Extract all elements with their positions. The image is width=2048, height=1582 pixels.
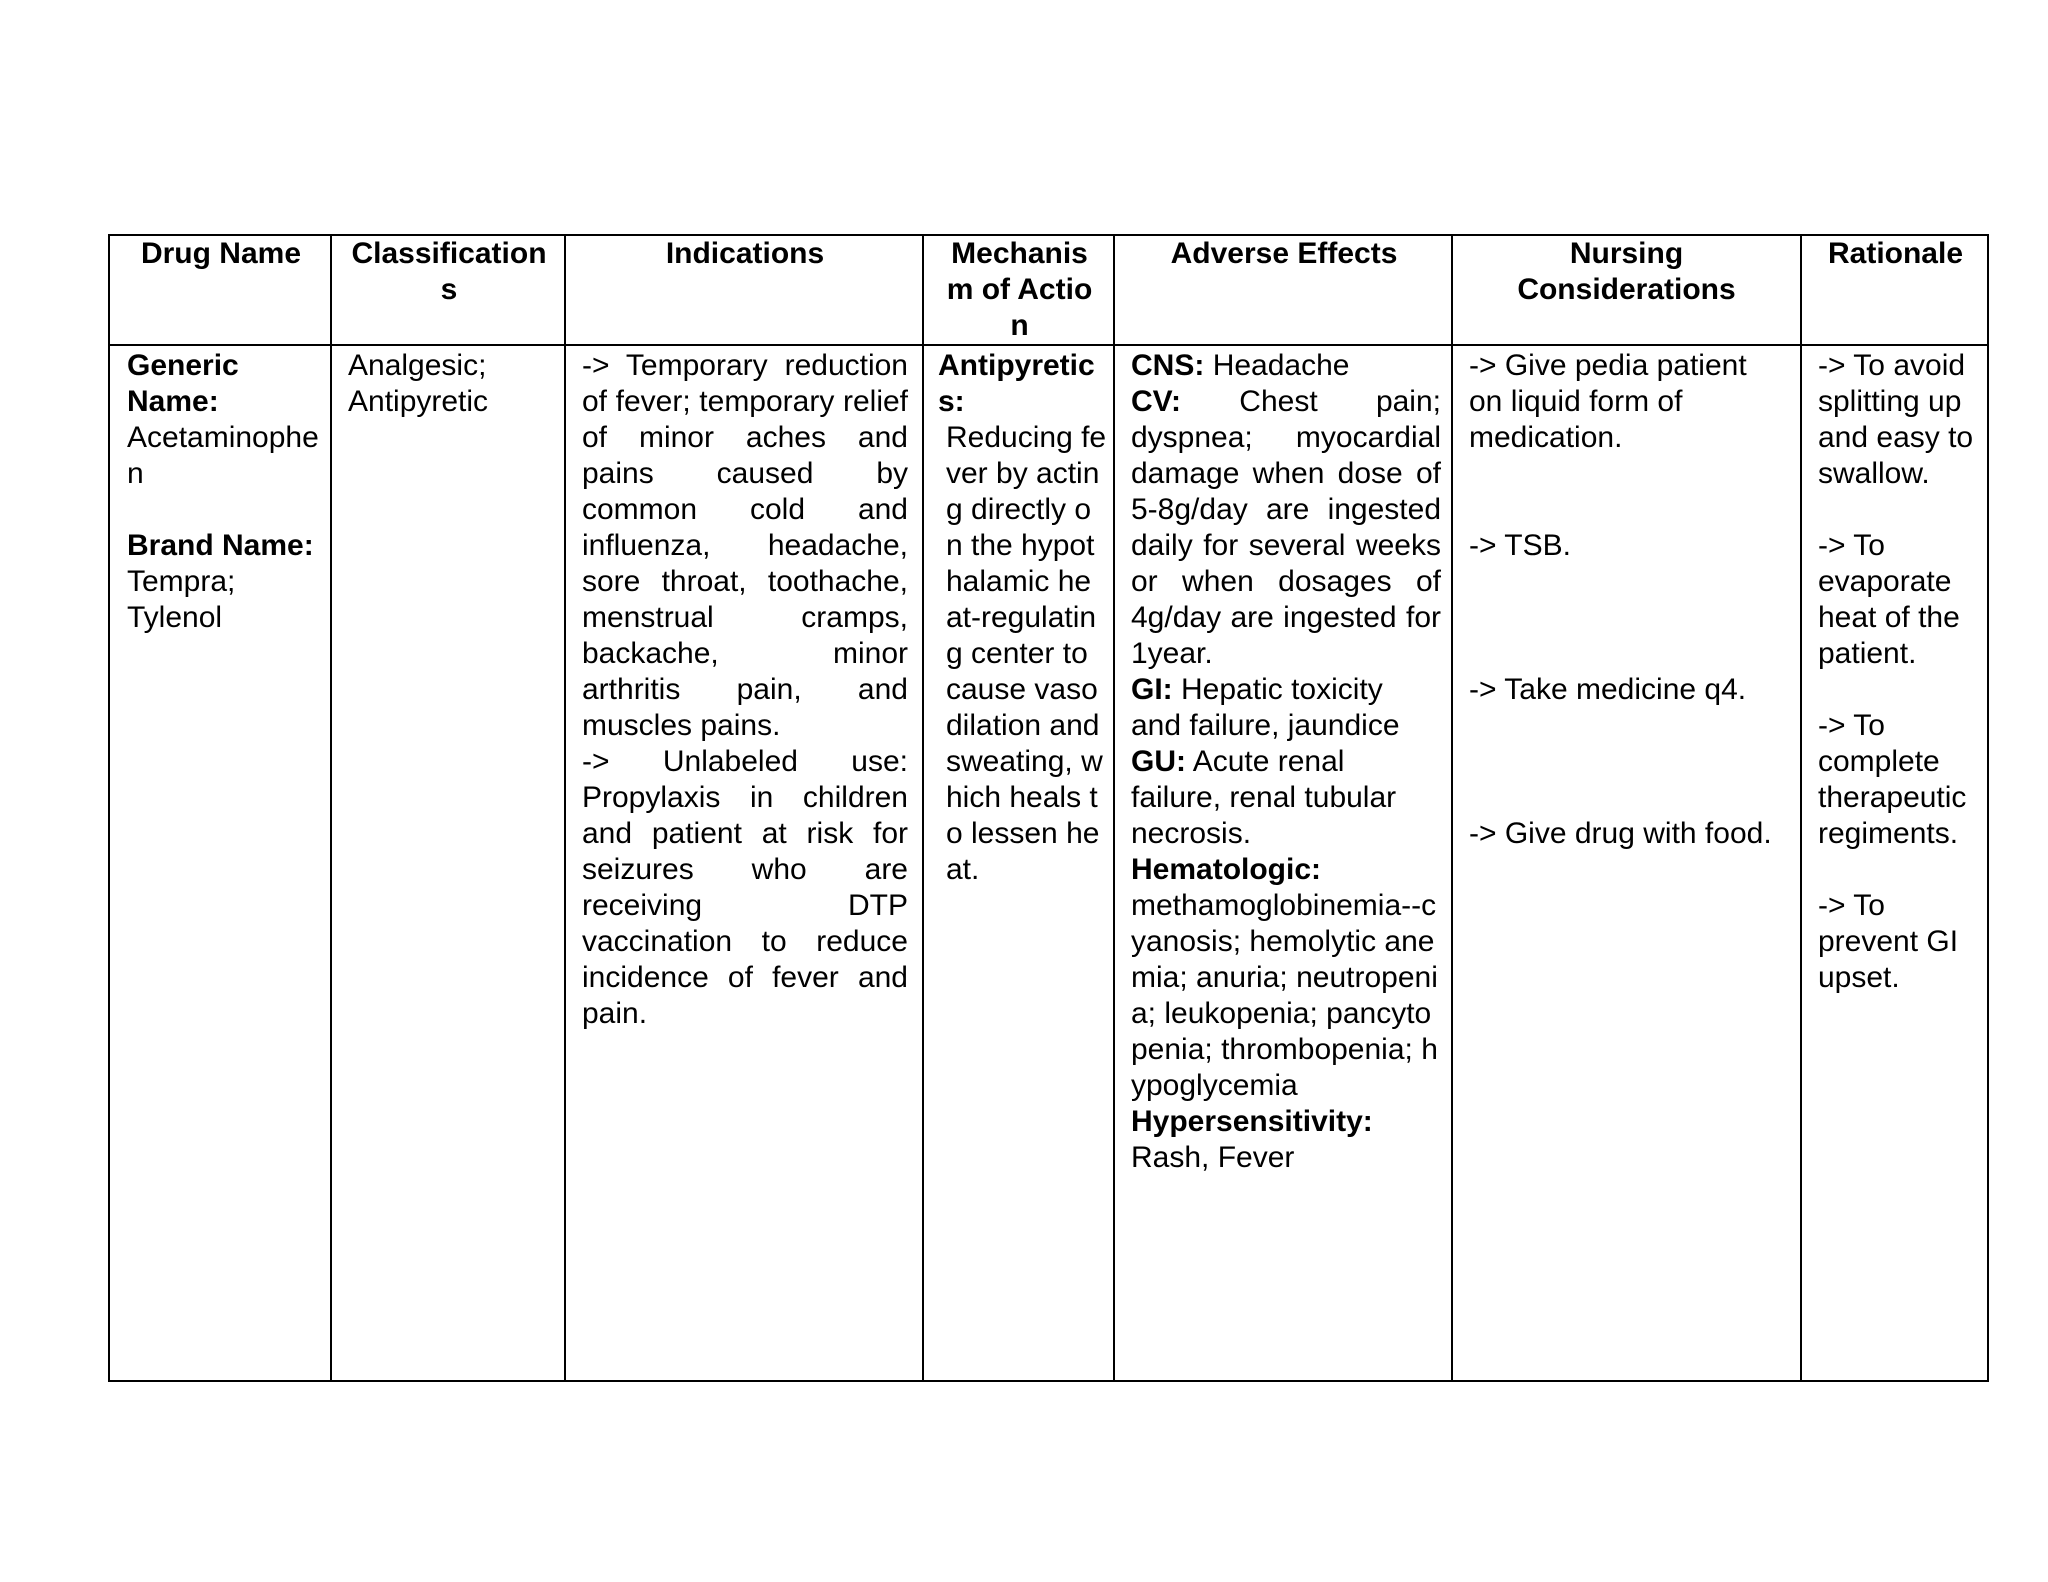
nursing-item-1: -> Give pedia patient on liquid form of medication. bbox=[1469, 349, 1747, 454]
nursing-item-3: -> Take medicine q4. bbox=[1469, 673, 1747, 706]
spacer bbox=[127, 492, 322, 528]
adverse-cns-text: Headache bbox=[1212, 349, 1350, 382]
classification-line-1: Analgesic; bbox=[348, 349, 487, 382]
drug-name-cell bbox=[109, 345, 331, 1381]
adverse-gi-label: GI: bbox=[1131, 673, 1173, 706]
drug-study-table bbox=[108, 234, 1989, 1382]
adverse-cv-text: Chest pain; dyspnea; myocardial damage when dose of 5-8g/day are ingested daily for several weeks or when dosages of 4g/day are ingested for 1year. bbox=[1131, 385, 1441, 670]
indications-main: -> Temporary reduction of fever; temporary relief of minor aches and pains caused by common cold and influenza, headache, sore throat, toothache, menstrual cramps, backache, minor arthritis pain, and muscles pains. bbox=[582, 349, 908, 742]
nursing-item-4: -> Give drug with food. bbox=[1469, 817, 1772, 850]
adverse-hema-label: Hematologic: bbox=[1131, 853, 1322, 886]
adverse-cv bbox=[1131, 384, 1441, 672]
adverse-hema-text: methamoglobinemia--cyanosis; hemolytic anemia; anuria; neutropenia; leukopenia; pancytopenia; thrombopenia; hypoglycemia bbox=[1131, 889, 1438, 1102]
rationale-item-1: -> To avoid splitting up and easy to swallow. bbox=[1818, 349, 1974, 490]
adverse-cns bbox=[1131, 348, 1441, 384]
adverse-effects-cell bbox=[1114, 345, 1452, 1381]
rationale-item-2: -> To evaporate heat of the patient. bbox=[1818, 529, 1960, 670]
brand-name-value: Tempra; Tylenol bbox=[127, 565, 236, 634]
header-rationale: Rationale bbox=[1801, 235, 1988, 345]
adverse-gi bbox=[1131, 672, 1441, 744]
header-nursing-considerations: Nursing Considerations bbox=[1452, 235, 1801, 345]
indications-unlabeled: -> Unlabeled use: Propylaxis in children and patient at risk for seizures who are receiving DTP vaccination to reduce incidence of fever and pain. bbox=[582, 745, 908, 1030]
adverse-hyper-label: Hypersensitivity: bbox=[1131, 1105, 1373, 1138]
brand-name-label: Brand Name: bbox=[127, 529, 314, 562]
header-classification: Classifications bbox=[331, 235, 565, 345]
adverse-gu-text: Acute renal failure, renal tubular necrosis. bbox=[1131, 745, 1397, 850]
header-row bbox=[109, 235, 1988, 345]
nursing-item-2: -> TSB. bbox=[1469, 529, 1571, 562]
mechanism-text: Reducing fever by acting directly on the hypothalamic heat-regulating center to cause vasodilation and sweating, which heals to lessen heat. bbox=[946, 421, 1107, 886]
header-mechanism: Mechanism of Action bbox=[923, 235, 1114, 345]
adverse-gu-label: GU: bbox=[1131, 745, 1186, 778]
adverse-cns-label: CNS: bbox=[1131, 349, 1205, 382]
classification-line-2: Antipyretic bbox=[348, 385, 489, 418]
classification-cell bbox=[331, 345, 565, 1381]
drug-row bbox=[109, 345, 1988, 1381]
adverse-gi-text: Hepatic toxicity and failure, jaundice bbox=[1131, 673, 1400, 742]
nursing-considerations-cell bbox=[1452, 345, 1801, 1381]
rationale-cell bbox=[1801, 345, 1988, 1381]
indications-cell bbox=[565, 345, 923, 1381]
header-indications: Indications bbox=[565, 235, 923, 345]
generic-name-label: Generic Name: bbox=[127, 349, 239, 418]
rationale-item-4: -> To prevent GI upset. bbox=[1818, 889, 1959, 994]
header-drug-name: Drug Name bbox=[109, 235, 331, 345]
generic-name-value: Acetaminophen bbox=[127, 421, 319, 490]
adverse-hematologic bbox=[1131, 852, 1441, 1104]
adverse-hyper-text: Rash, Fever bbox=[1131, 1141, 1295, 1174]
mechanism-label: Antipyretics: bbox=[938, 349, 1095, 418]
rationale-item-3: -> To complete therapeutic regiments. bbox=[1818, 709, 1967, 850]
adverse-hypersensitivity bbox=[1131, 1104, 1441, 1176]
mechanism-cell bbox=[923, 345, 1114, 1381]
adverse-gu bbox=[1131, 744, 1441, 852]
header-adverse-effects: Adverse Effects bbox=[1114, 235, 1452, 345]
adverse-cv-label: CV: bbox=[1131, 385, 1182, 418]
